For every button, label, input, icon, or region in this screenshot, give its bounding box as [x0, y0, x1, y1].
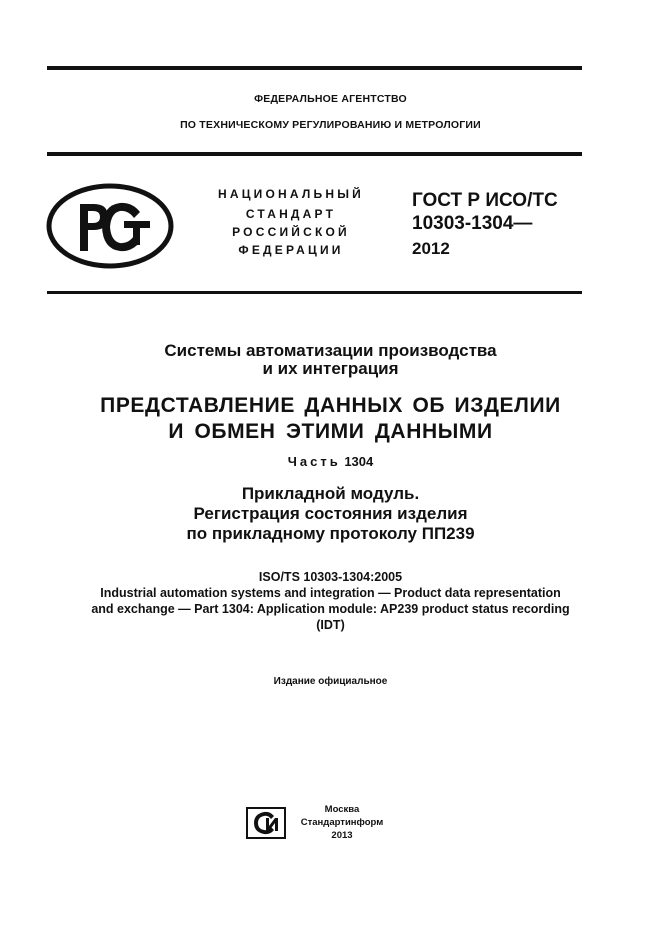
agency-line-2: ПО ТЕХНИЧЕСКОМУ РЕГУЛИРОВАНИЮ И МЕТРОЛОГИИ — [180, 119, 481, 131]
standard-designation-line-1: ГОСТ Р ИСО/ТС — [412, 190, 558, 211]
publisher-name: Стандартинформ — [300, 817, 384, 828]
publisher-year: 2013 — [331, 830, 353, 841]
iso-reference: ISO/TS 10303-1304:2005 — [258, 570, 403, 584]
part-label — [0, 454, 661, 469]
module-title-line-1: Прикладной модуль. — [241, 484, 420, 503]
english-title-line-1: Industrial automation systems and integration — Product data representation — [100, 586, 561, 600]
title-line-2: и их интеграция — [262, 359, 399, 378]
rst-certification-mark-icon — [46, 183, 174, 274]
standard-type-line-4: ФЕДЕРАЦИИ — [238, 243, 344, 257]
edition-label: Издание официальное — [273, 676, 388, 687]
standartinform-logo-icon — [246, 807, 286, 844]
english-title-line-3: (IDT) — [316, 618, 345, 632]
header-rule — [47, 152, 582, 156]
standard-type-line-2: СТАНДАРТ — [245, 207, 337, 221]
title-line-1: Системы автоматизации производства — [164, 341, 497, 360]
english-title-line-2: and exchange — Part 1304: Application module: AP239 product status recording — [91, 602, 570, 616]
top-rule — [47, 66, 582, 70]
main-title-line-1: ПРЕДСТАВЛЕНИЕ ДАННЫХ ОБ ИЗДЕЛИИ — [100, 394, 561, 417]
standard-type-line-1: НАЦИОНАЛЬНЫЙ — [217, 187, 365, 201]
module-title-line-3: по прикладному протоколу ПП239 — [186, 524, 475, 543]
standard-designation-line-2: 10303-1304— — [412, 213, 533, 234]
standard-type-line-3: РОССИЙСКОЙ — [232, 225, 350, 239]
standard-designation-line-3: 2012 — [412, 239, 450, 258]
module-title-line-2: Регистрация состояния изделия — [193, 504, 468, 523]
title-rule — [47, 291, 582, 294]
agency-line-1: ФЕДЕРАЛЬНОЕ АГЕНТСТВО — [254, 93, 407, 105]
part-word: Часть — [287, 454, 341, 469]
publisher-city: Москва — [324, 804, 360, 815]
main-title-line-2: И ОБМЕН ЭТИМИ ДАННЫМИ — [168, 420, 493, 443]
part-number: 1304 — [344, 454, 374, 469]
